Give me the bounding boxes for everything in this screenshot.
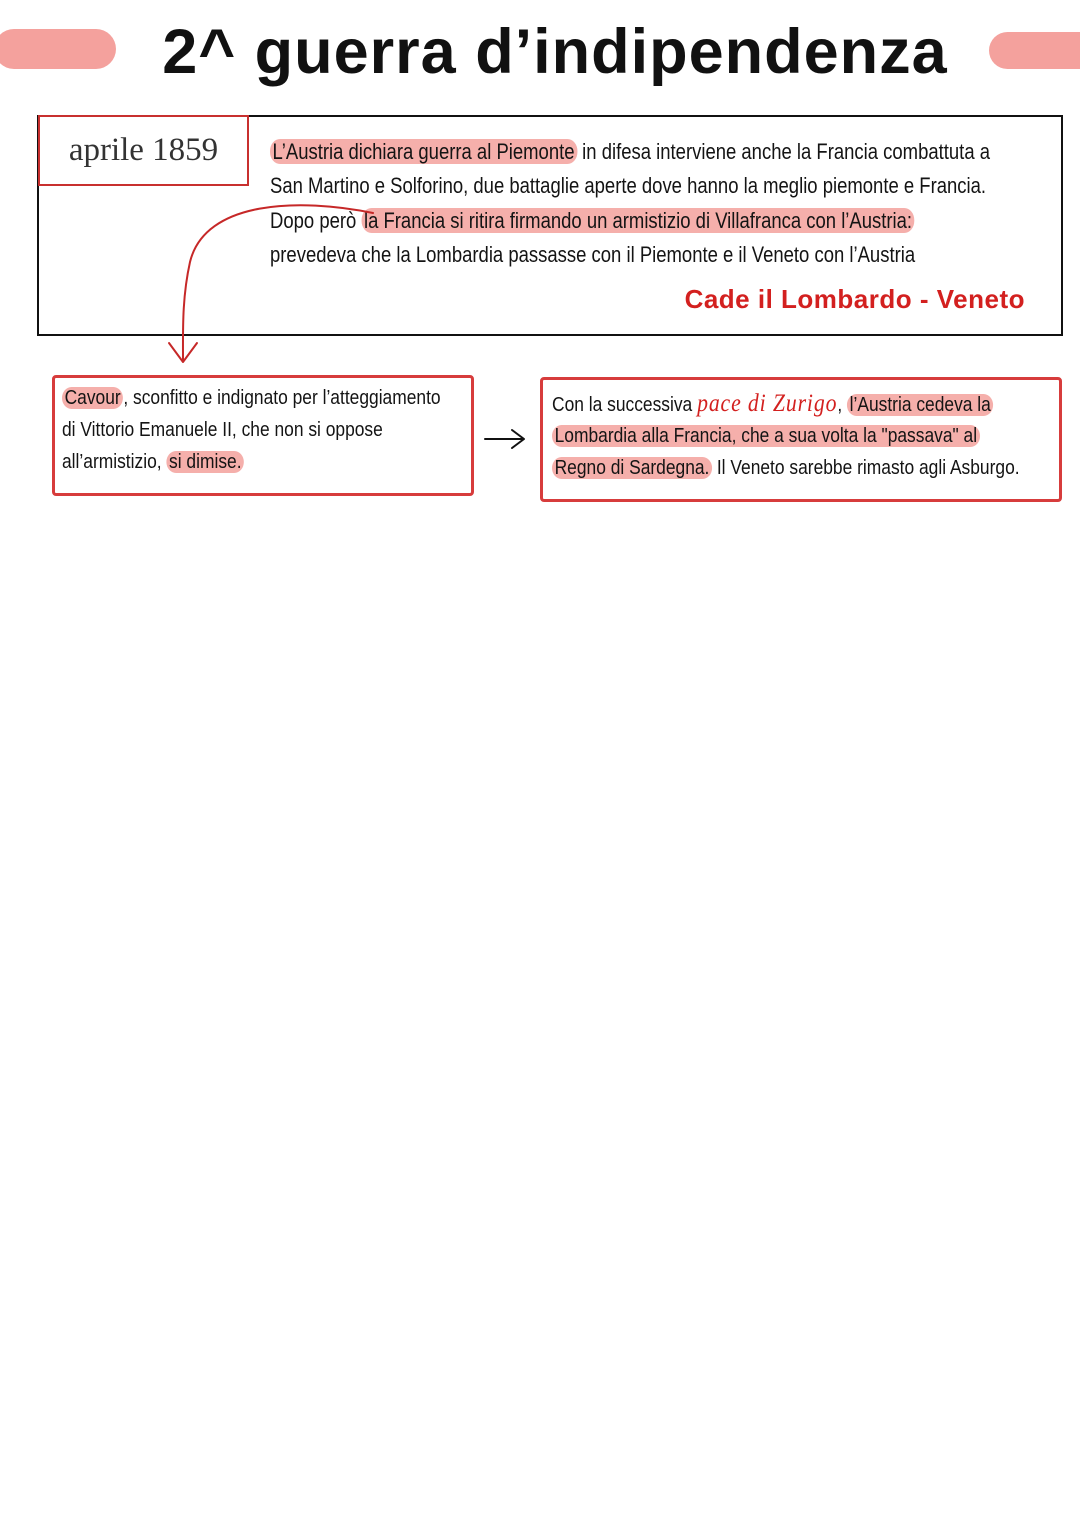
cavour-line-2: di Vittorio Emanuele II, che non si oppose [62,419,383,441]
zurigo-text [552,388,1080,484]
text-segment: , [837,394,848,416]
curved-arrow-head [169,343,197,362]
highlight: si dimise. [166,451,244,473]
event-line-2: San Martino e Solforino, due battaglie aperte dove hanno la meglio piemonte e Francia. [270,173,987,199]
highlight: Cavour [62,387,123,409]
zurigo-line-3 [552,452,1020,484]
event-line-3 [270,204,925,238]
text-segment: Dopo però [270,207,362,233]
cavour-box [52,375,474,496]
cavour-line-1 [62,382,441,414]
text-segment: Il Veneto sarebbe rimasto agli Asburgo. [712,457,1020,479]
text-segment: all’armistizio, [62,451,167,473]
zurigo-line-2 [552,420,1020,452]
text-segment: Con la successiva [552,394,698,416]
highlight: L’Austria dichiara guerra al Piemonte [270,139,577,164]
event-line-1 [270,135,991,169]
highlight: Regno di Sardegna. [552,457,712,479]
text-segment: in difesa interviene anche la Francia combattuta a [577,139,991,164]
title-decoration-right [989,32,1080,69]
right-arrow-head [512,430,524,448]
text-segment: , sconfitto e indignato per l’atteggiamento [123,387,441,409]
event-line-4: prevedeva che la Lombardia passasse con il Piemonte e il Veneto con l’Austria [270,241,916,267]
cavour-line-3 [62,446,441,478]
event-description [270,135,1050,272]
zurigo-box [540,377,1062,502]
pace-di-zurigo-label: pace di Zurigo [697,390,838,417]
date-label: aprile 1859 [68,132,219,168]
date-box [38,115,249,186]
zurigo-line-1 [552,388,1020,420]
cavour-text [62,382,497,478]
title-decoration-left [0,29,116,69]
highlight: la Francia si ritira firmando un armistizio di Villafranca con l’Austria: [361,208,914,233]
page-title: 2^ guerra d’indipendenza [162,17,948,87]
conclusion-label: Cade il Lombardo - Veneto [684,284,1025,314]
highlight: Lombardia alla Francia, che a sua volta la "passava" al [552,425,980,447]
highlight: l’Austria cedeva la [847,394,993,416]
